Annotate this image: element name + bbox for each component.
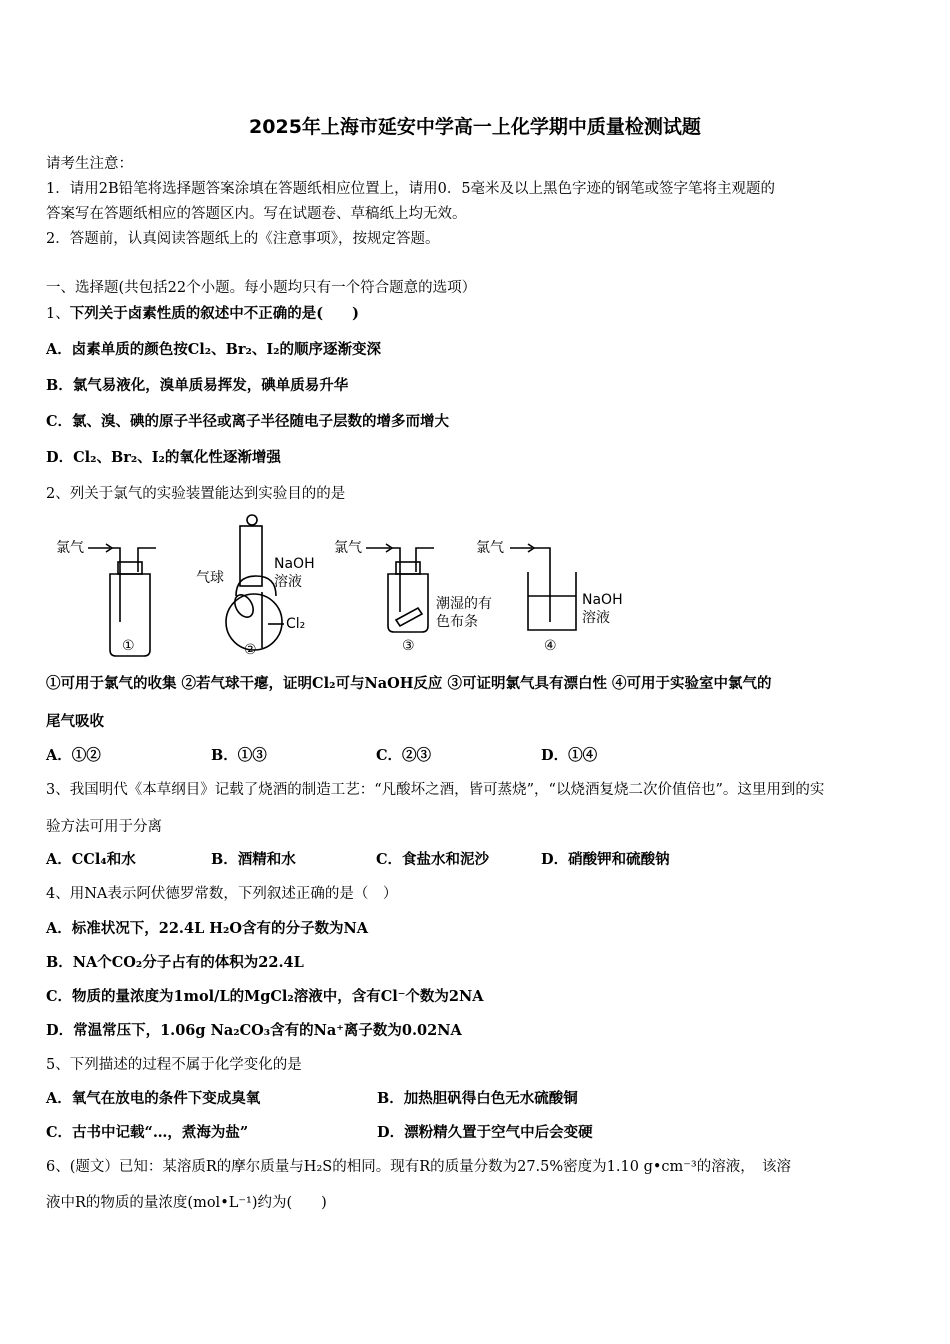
q2-option-c: C．②③ [376,747,432,764]
q3-option-a: A．CCl₄和水 [46,851,136,868]
q1-option-d: D．Cl₂、Br₂、I₂的氧化性逐渐增强 [46,449,281,466]
fig-label-naoh-a: NaOH [274,556,315,572]
fig-number-3: ③ [402,638,415,654]
q4-option-d: D．常温常压下，1.06g Na₂CO₃含有的Na⁺离子数为0.02NA [46,1022,462,1039]
q3-stem-b: 验方法可用于分离 [46,819,162,835]
q1-option-b: B．氯气易液化，溴单质易挥发，碘单质易升华 [46,377,349,394]
notice-heading: 请考生注意： [46,156,133,172]
tube-1-long [112,548,120,622]
q2-option-b: B．①③ [211,747,267,764]
q2-option-d: D．①④ [541,747,598,764]
fig-number-4: ④ [544,638,557,654]
q5-option-c: C．古书中记载“…，煮海为盐” [46,1124,249,1141]
q6-stem-a: 6、(题文）已知：某溶质R的摩尔质量与H₂S的相同。现有R的质量分数为27.5%密度为1.10 g•cm⁻³的溶液， 该溶 [46,1159,791,1175]
fig-label-naoh4-a: NaOH [582,592,623,608]
notice-item-2: 2．答题前，认真阅读答题纸上的《注意事项》，按规定答题。 [46,231,440,247]
q1-text: 下列关于卤素性质的叙述中不正确的是( ) [69,305,359,322]
q2-option-a: A．①② [46,747,101,764]
apparatus-figure [52,512,652,662]
q5-stem: 5、下列描述的过程不属于化学变化的是 [46,1057,302,1073]
funnel-top-2 [247,515,257,525]
page-title: 2025年上海市延安中学高一上化学期中质量检测试题 [249,116,701,138]
q3-option-c: C．食盐水和泥沙 [376,851,490,868]
fig-label-chlorine-4: 氯气 [476,540,504,556]
fig-label-cl2: Cl₂ [286,616,306,632]
q3-option-d: D．硝酸钾和硫酸钠 [541,851,670,868]
notice-item-1a: 1．请用2B铅笔将选择题答案涂填在答题纸相应位置上，请用0．5毫米及以上黑色字迹的钢笔或签字笔将主观题的 [46,181,776,197]
fig-label-balloon: 气球 [196,570,224,586]
q4-option-b: B．NA个CO₂分子占有的体积为22.4L [46,954,304,971]
q3-stem-a: 3、我国明代《本草纲目》记载了烧酒的制造工艺：“凡酸坏之酒，皆可蒸烧”，“以烧酒复烧二次价值倍也”。这里用到的实 [46,782,825,798]
fig-label-chlorine-3: 氯气 [334,540,362,556]
q5-option-d: D．漂粉精久置于空气中后会变硬 [377,1124,593,1141]
q5-options-row-2 [46,1121,910,1142]
section-heading: 一、选择题(共包括22个小题。每小题均只有一个符合题意的选项） [46,280,477,296]
q3-option-b: B．酒精和水 [211,851,296,868]
fig-label-wet-b: 色布条 [436,614,478,630]
q4-stem: 4、用NA表示阿伏德罗常数，下列叙述正确的是（ ） [46,886,398,902]
fig-number-2: ② [244,642,257,658]
q4-option-c: C．物质的量浓度为1mol/L的MgCl₂溶液中，含有Cl⁻个数为2NA [46,988,484,1005]
q2-description-b: 尾气吸收 [46,713,104,730]
q2-stem: 2、列关于氯气的实验装置能达到实验目的的是 [46,486,346,502]
fig-label-naoh-b: 溶液 [274,574,302,590]
q6-stem-b: 液中R的物质的量浓度(mol•L⁻¹)约为( ) [46,1195,327,1211]
fig-label-wet-a: 潮湿的有 [436,596,492,612]
tube-3-short [416,548,434,572]
fig-label-naoh4-b: 溶液 [582,610,610,626]
q3-options [46,848,910,869]
tube-1-short [138,548,156,572]
notice-item-1b: 答案写在答题纸相应的答题区内。写在试题卷、草稿纸上均无效。 [46,206,467,222]
q2-description-a: ①可用于氯气的收集 ②若气球干瘪，证明Cl₂可与NaOH反应 ③可证明氯气具有漂白性 ④可用于实验室中氯气的 [46,675,772,692]
q5-option-a: A．氧气在放电的条件下变成臭氧 [46,1090,261,1107]
q5-option-b: B．加热胆矾得白色无水硫酸铜 [377,1090,578,1107]
q4-option-a: A．标准状况下，22.4L H₂O含有的分子数为NA [46,920,368,937]
q2-options [46,744,910,765]
bottle-3 [388,574,428,632]
q1-stem [46,302,910,323]
beaker-4 [528,572,576,630]
tube-4 [534,548,550,622]
q5-options-row-1 [46,1087,910,1108]
fig-number-1: ① [122,638,135,654]
tube-3-long [392,548,400,612]
balloon-2 [231,592,257,621]
q1-option-a: A．卤素单质的颜色按Cl₂、Br₂、I₂的顺序逐渐变深 [46,341,382,358]
fig-label-chlorine-1: 氯气 [56,540,84,556]
q1-option-c: C．氯、溴、碘的原子半径或离子半径随电子层数的增多而增大 [46,413,450,430]
q1-number: 1、 [46,306,70,322]
